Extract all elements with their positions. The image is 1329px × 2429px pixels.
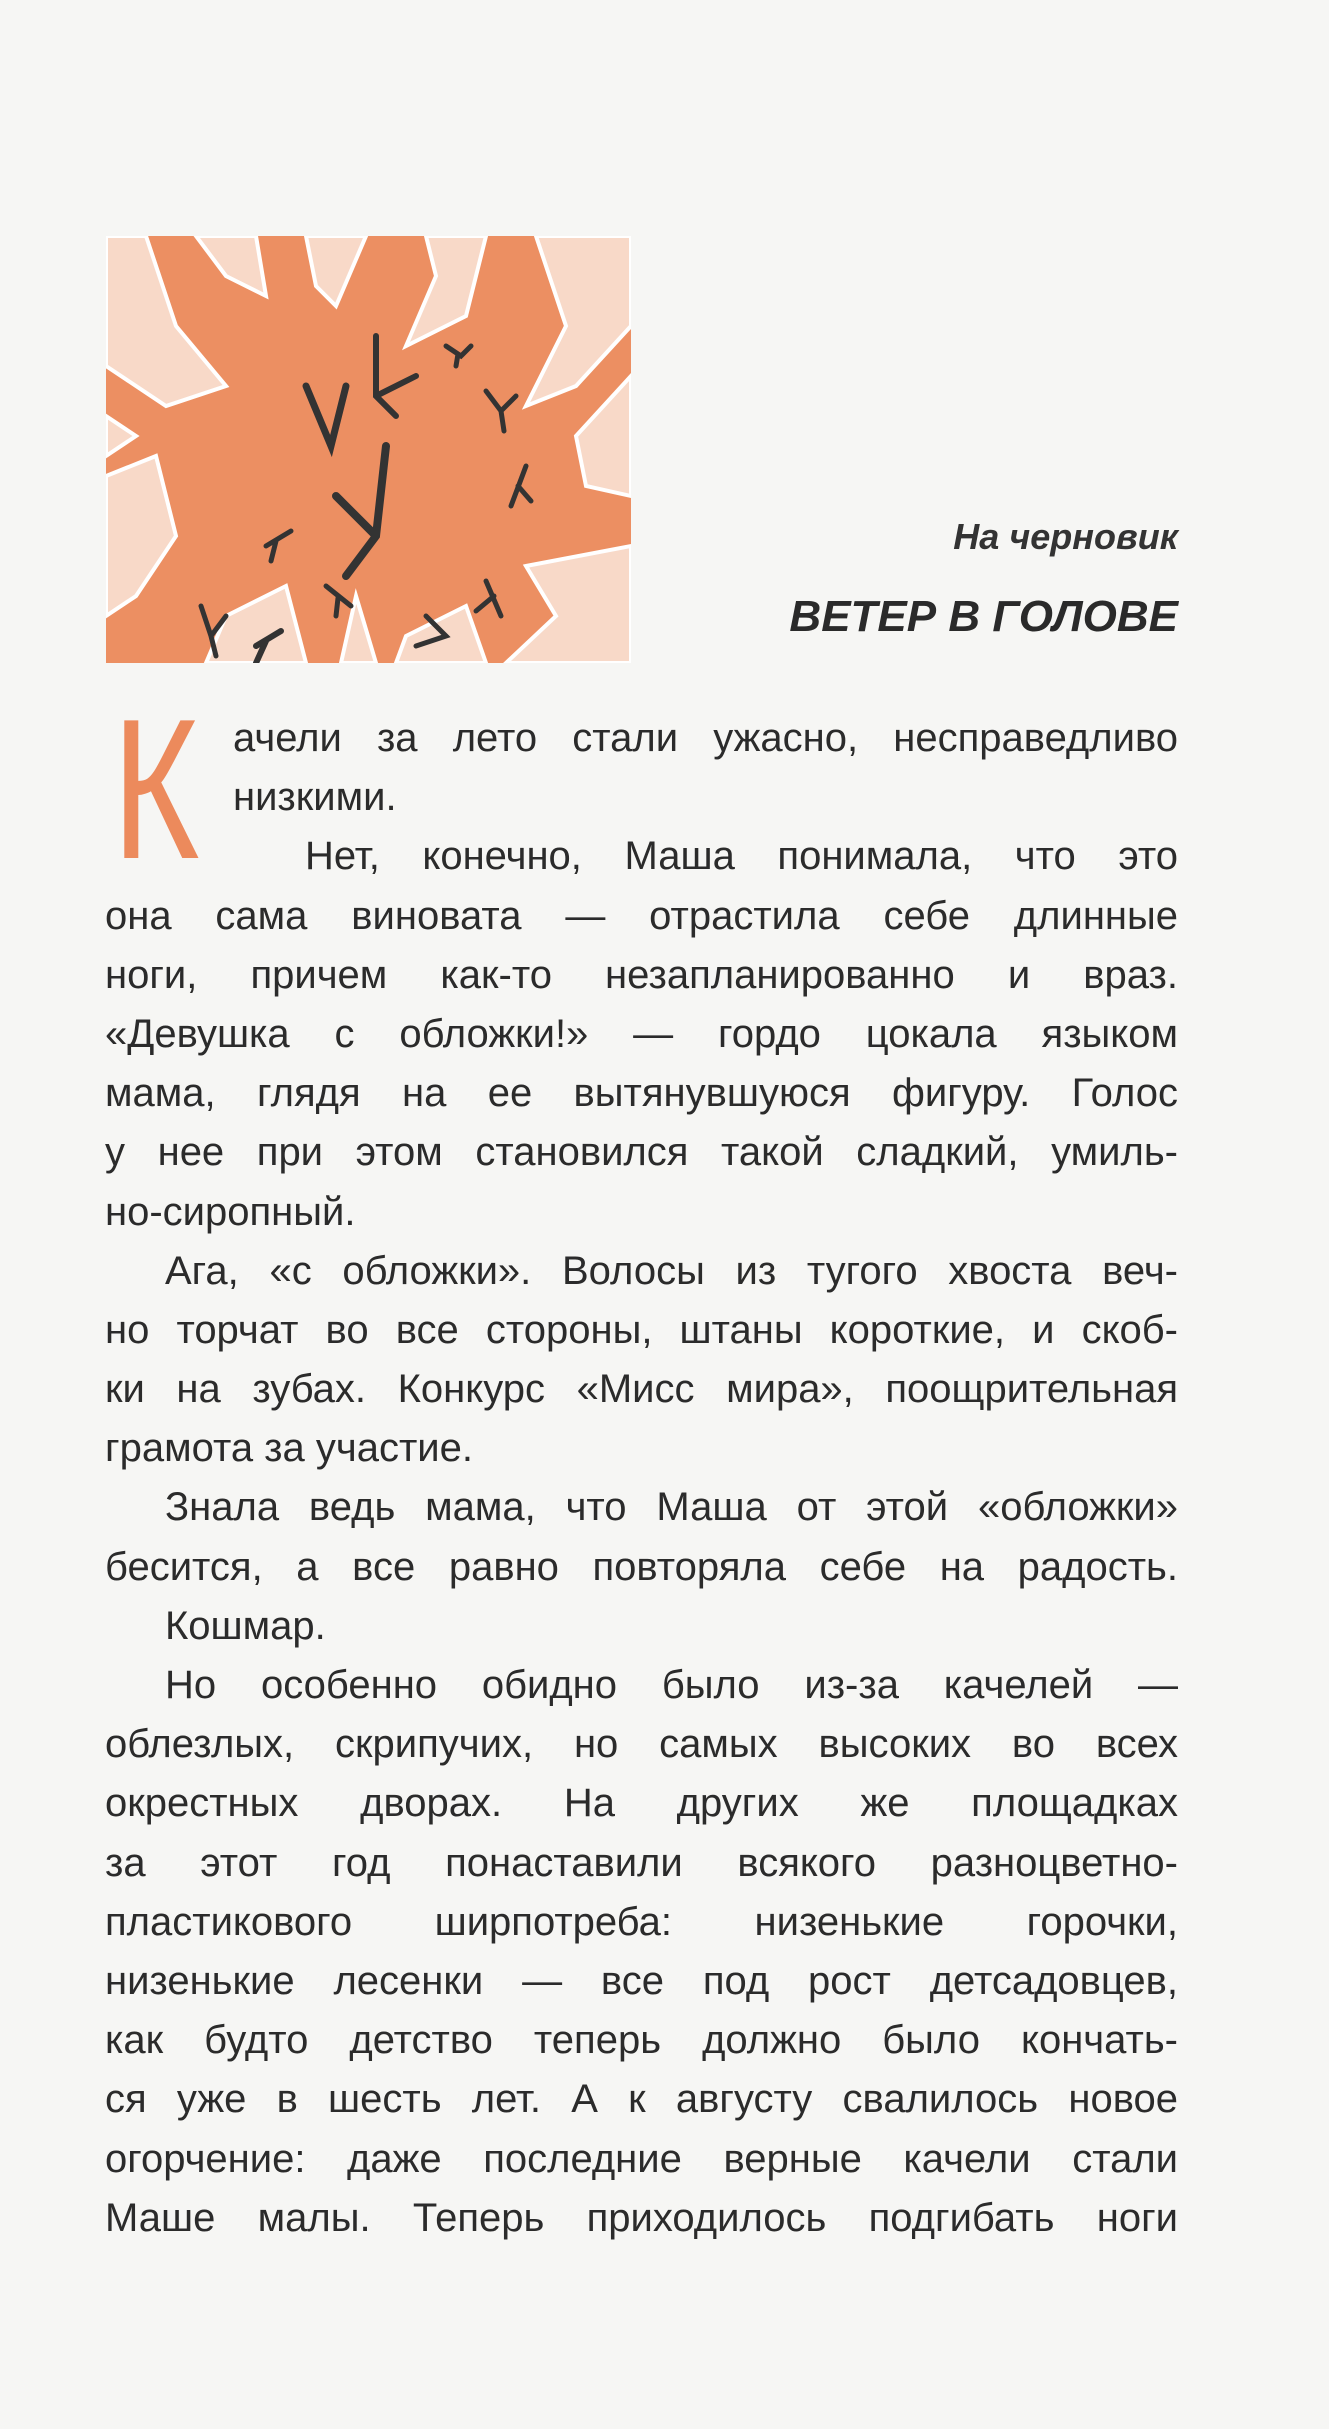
text-line: Знала ведь мама, что Маша от этой «обложки» — [165, 1485, 1178, 1530]
text-line: ся уже в шесть лет. А к августу свалилось новое — [105, 2077, 1178, 2122]
text-line: Кошмар. — [165, 1603, 326, 1648]
text-line: но торчат во все стороны, штаны короткие, и скоб- — [105, 1307, 1178, 1352]
text-line: она сама виновата — отрастила себе длинные — [105, 893, 1178, 938]
text-line: как будто детство теперь должно было кончать- — [105, 2018, 1178, 2063]
text-line: огорчение: даже последние верные качели стали — [105, 2136, 1178, 2181]
text-line: «Девушка с обложки!» — гордо цокала языком — [105, 1011, 1178, 1056]
drop-cap: К — [112, 678, 200, 901]
text-line: пластикового ширпотреба: низенькие горочки, — [105, 1899, 1178, 1944]
chapter-subtitle: На черновик — [953, 516, 1178, 557]
text-line: облезлых, скрипучих, но самых высоких во всех — [105, 1722, 1178, 1767]
text-line: но-сиропный. — [105, 1189, 356, 1234]
text-line: ки на зубах. Конкурс «Мисс мира», поощрительная — [105, 1367, 1178, 1412]
text-line: Но особенно обидно было из-за качелей — — [165, 1663, 1178, 1707]
text-line: Нет, конечно, Маша понимала, что это — [305, 834, 1178, 879]
text-line: за этот год понаставили всякого разноцветно- — [105, 1840, 1178, 1885]
chapter-title: ВЕТЕР В ГОЛОВЕ — [789, 592, 1178, 641]
text-line: мама, глядя на ее вытянувшуюся фигуру. Голос — [105, 1071, 1178, 1116]
text-line: ноги, причем как-то незапланированно и враз. — [105, 952, 1178, 997]
text-line: Маше малы. Теперь приходилось подгибать ноги — [105, 2195, 1178, 2240]
text-line: бесится, а все равно повторяла себе на радость. — [105, 1544, 1178, 1589]
text-line: Ага, «с обложки». Волосы из тугого хвоста веч- — [165, 1248, 1178, 1293]
body-text — [105, 709, 1178, 2248]
swallows-in-sky-illustration — [106, 236, 631, 663]
text-line: ачели за лето стали ужасно, несправедливо — [233, 716, 1178, 760]
text-line: у нее при этом становился такой сладкий, умиль- — [105, 1130, 1178, 1175]
text-line: низенькие лесенки — все под рост детсадовцев, — [105, 1958, 1178, 2003]
text-line: низкими. — [233, 775, 397, 820]
text-line: грамота за участие. — [105, 1426, 473, 1471]
text-line: окрестных дворах. На других же площадках — [105, 1781, 1178, 1826]
